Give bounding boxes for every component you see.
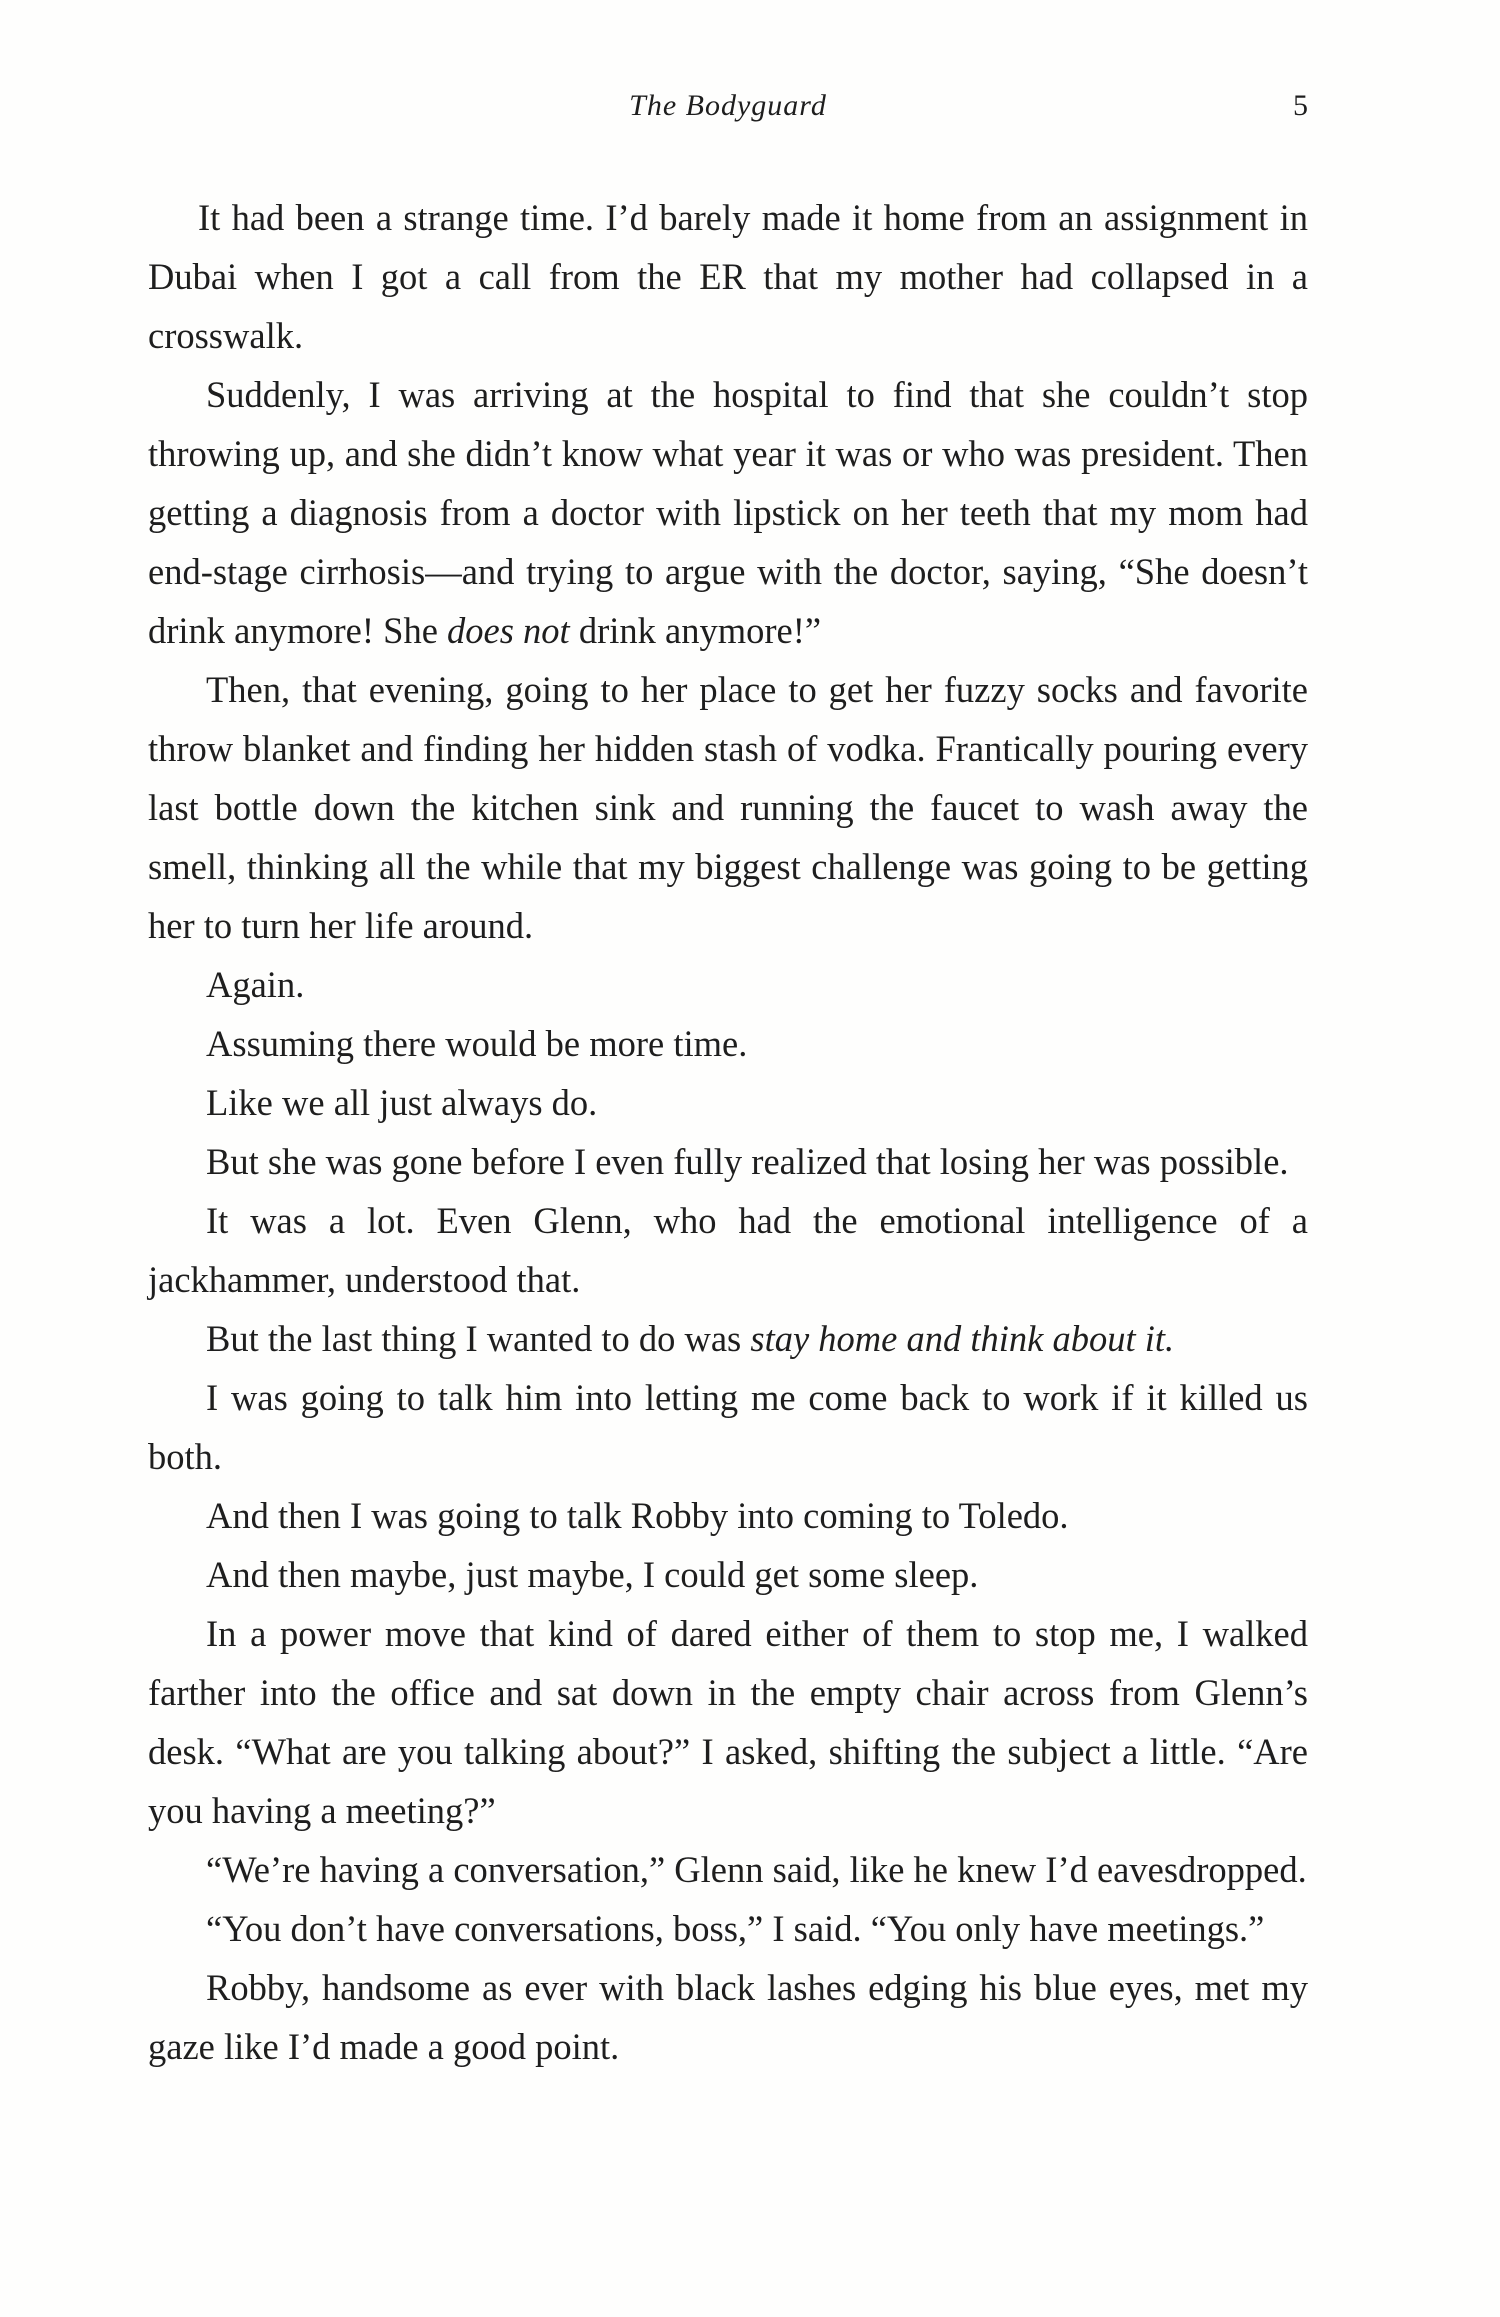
paragraph: And then maybe, just maybe, I could get some sleep. [206, 1554, 979, 1595]
emphasis-text: does not [447, 610, 570, 651]
emphasis-text: stay home and think about it. [750, 1318, 1175, 1359]
page-number: 5 [1293, 89, 1308, 122]
paragraph: “We’re having a conversation,” Glenn said, like he knew I’d eavesdropped. [206, 1849, 1307, 1890]
paragraph: And then I was going to talk Robby into coming to Toledo. [206, 1495, 1069, 1536]
paragraph: Robby, handsome as ever with black lashes edging his blue eyes, met my gaze like I’d made a good point. [148, 1967, 1308, 2067]
paragraph: Again. [206, 964, 305, 1005]
body-text [148, 188, 1308, 2076]
paragraph-text: But the last thing I wanted to do was [206, 1318, 751, 1359]
paragraph: But she was gone before I even fully realized that losing her was possible. [206, 1141, 1289, 1182]
paragraph [148, 365, 1308, 660]
paragraph-text: Suddenly, I was arriving at the hospital to find that she couldn’t stop throwing up, and she didn’t know what year it was or who was president. Then getting a diagnosis from a doctor with lipstick on her teeth that my mom had end-stage cirrhosis—and trying to argue with the doctor, saying, “She doesn’t drink anymore! She [148, 374, 1308, 651]
paragraph: Like we all just always do. [206, 1082, 598, 1123]
paragraph: It was a lot. Even Glenn, who had the emotional intelligence of a jackhammer, understood that. [148, 1200, 1308, 1300]
paragraph: I was going to talk him into letting me come back to work if it killed us both. [148, 1377, 1308, 1477]
paragraph [148, 1309, 1308, 1368]
paragraph: “You don’t have conversations, boss,” I said. “You only have meetings.” [206, 1908, 1265, 1949]
paragraph: Assuming there would be more time. [206, 1023, 748, 1064]
paragraph: In a power move that kind of dared either of them to stop me, I walked farther into the office and sat down in the empty chair across from Glenn’s desk. “What are you talking about?” I asked, shifting the subject a little. “Are you having a meeting?” [148, 1613, 1308, 1831]
paragraph: Then, that evening, going to her place to get her fuzzy socks and favorite throw blanket and finding her hidden stash of vodka. Frantically pouring every last bottle down the kitchen sink and running the faucet to wash away the smell, thinking all the while that my biggest challenge was going to be getting her to turn her life around. [148, 669, 1308, 946]
paragraph-text: drink anymore!” [569, 610, 822, 651]
running-title: The Bodyguard [629, 89, 827, 122]
paragraph: It had been a strange time. I’d barely made it home from an assignment in Dubai when I got a call from the ER that my mother had collapsed in a crosswalk. [148, 197, 1308, 356]
page-header [148, 82, 1308, 130]
